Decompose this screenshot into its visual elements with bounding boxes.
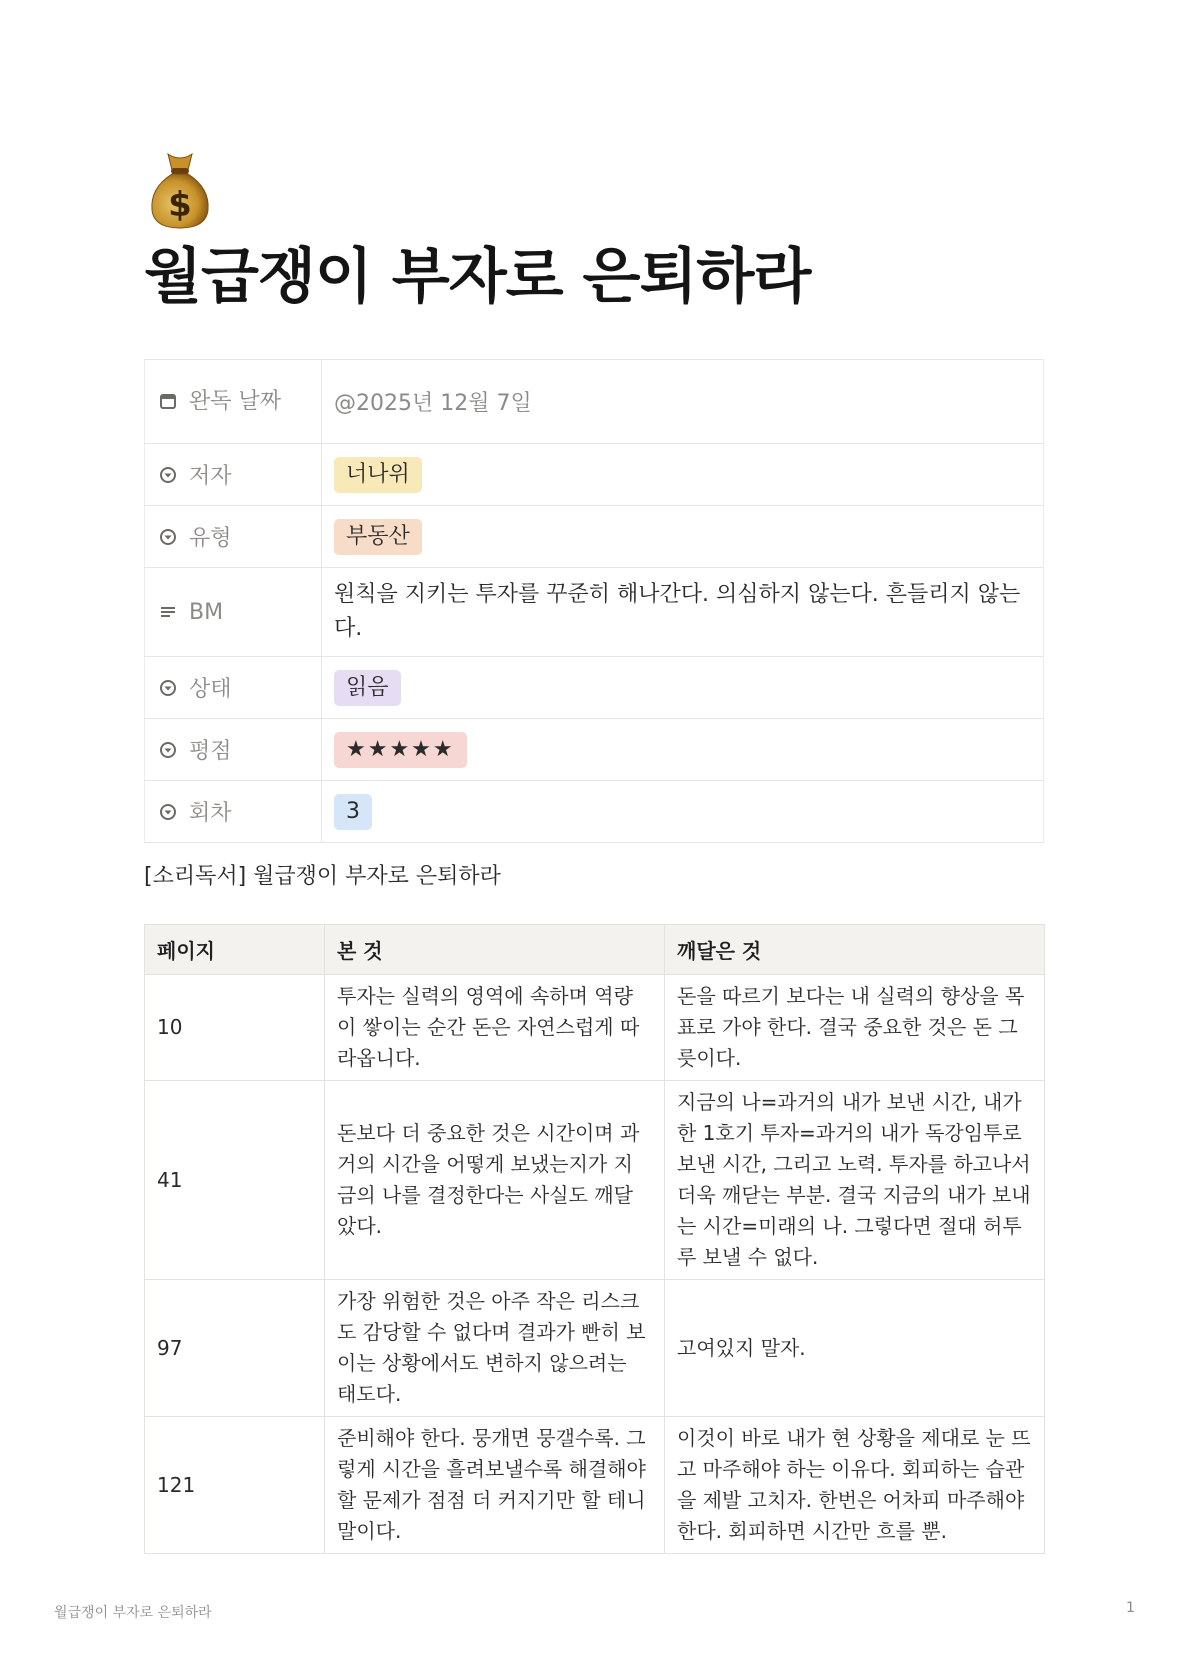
property-row-finish-date [145,360,1044,444]
property-value-cell[interactable] [322,568,1044,657]
table-header-row [145,925,1045,975]
notes-table [144,924,1045,1554]
select-icon [159,803,177,821]
property-row-round [145,781,1044,843]
select-icon [159,741,177,759]
property-value-cell[interactable] [322,360,1044,444]
svg-text:$: $ [168,185,192,225]
properties-table [144,359,1044,843]
footer-title: 월급쟁이 부자로 은퇴하라 [54,1605,212,1621]
page-title: 월급쟁이 부자로 은퇴하라 [144,242,811,312]
property-name: 회차 [189,801,232,826]
cell-seen[interactable]: 준비해야 한다. 뭉개면 뭉갤수록. 그렇게 시간을 흘려보낼수록 해결해야 할 문제가 점점 더 커지기만 할 테니 말이다. [325,1417,665,1554]
cell-page[interactable]: 121 [145,1417,325,1554]
property-name: BM [189,599,224,625]
cell-realized[interactable]: 돈을 따르기 보다는 내 실력의 향상을 목표로 가야 한다. 결국 중요한 것은 돈 그릇이다. [665,975,1045,1081]
footer-page-number: 1 [1126,1600,1135,1616]
cell-seen[interactable]: 돈보다 더 중요한 것은 시간이며 과거의 시간을 어떻게 보냈는지가 지금의 나를 결정한다는 사실도 깨달았다. [325,1081,665,1280]
column-header-realized[interactable]: 깨달은 것 [665,925,1045,975]
property-value-cell[interactable] [322,657,1044,719]
property-name: 상태 [189,677,232,702]
cell-realized[interactable]: 이것이 바로 내가 현 상황을 제대로 눈 뜨고 마주해야 하는 이유다. 회피하는 습관을 제발 고치자. 한번은 어차피 마주해야 한다. 회피하면 시간만 흐를 뿐. [665,1417,1045,1554]
select-icon [159,528,177,546]
column-header-page[interactable]: 페이지 [145,925,325,975]
select-icon [159,679,177,697]
property-value-cell[interactable] [322,719,1044,781]
property-name: 저자 [189,464,232,489]
cell-page[interactable]: 41 [145,1081,325,1280]
property-row-rating [145,719,1044,781]
author-tag[interactable]: 너나위 [334,457,422,493]
column-header-seen[interactable]: 본 것 [325,925,665,975]
status-tag[interactable]: 읽음 [334,670,401,706]
property-value-cell[interactable] [322,781,1044,843]
property-row-bm [145,568,1044,657]
type-tag[interactable]: 부동산 [334,519,422,555]
round-tag[interactable]: 3 [334,794,372,830]
page-content [144,148,1044,1554]
property-row-type [145,506,1044,568]
cell-page[interactable]: 97 [145,1280,325,1417]
text-icon [159,603,177,621]
property-row-author [145,444,1044,506]
property-row-status [145,657,1044,719]
money-bag-icon [144,148,216,232]
caption-text: [소리독서] 월급쟁이 부자로 은퇴하라 [144,864,501,889]
calendar-icon [159,392,177,410]
date-value[interactable]: @2025년 12월 7일 [334,391,532,416]
table-row [145,1417,1045,1554]
property-name: 완독 날짜 [189,388,282,414]
cell-page[interactable]: 10 [145,975,325,1081]
property-name: 유형 [189,526,232,551]
select-icon [159,466,177,484]
cell-realized[interactable]: 고여있지 말자. [665,1280,1045,1417]
table-row [145,975,1045,1081]
table-row [145,1280,1045,1417]
cell-realized[interactable]: 지금의 나=과거의 내가 보낸 시간, 내가 한 1호기 투자=과거의 내가 독강임투로 보낸 시간, 그리고 노력. 투자를 하고나서 더욱 깨닫는 부분. 결국 지금의 내가 보내는 시간=미래의 나. 그렇다면 절대 허투루 보낼 수 없다. [665,1081,1045,1280]
property-value-cell[interactable] [322,444,1044,506]
cell-seen[interactable]: 가장 위험한 것은 아주 작은 리스크도 감당할 수 없다며 결과가 빤히 보이는 상황에서도 변하지 않으려는 태도다. [325,1280,665,1417]
property-value-cell[interactable] [322,506,1044,568]
bm-text[interactable]: 원칙을 지키는 투자를 꾸준히 해나간다. 의심하지 않는다. 흔들리지 않는다. [334,582,1021,641]
property-name: 평점 [189,739,232,764]
rating-tag[interactable]: ★★★★★ [334,732,467,768]
cell-seen[interactable]: 투자는 실력의 영역에 속하며 역량이 쌓이는 순간 돈은 자연스럽게 따라옵니다. [325,975,665,1081]
table-row [145,1081,1045,1280]
